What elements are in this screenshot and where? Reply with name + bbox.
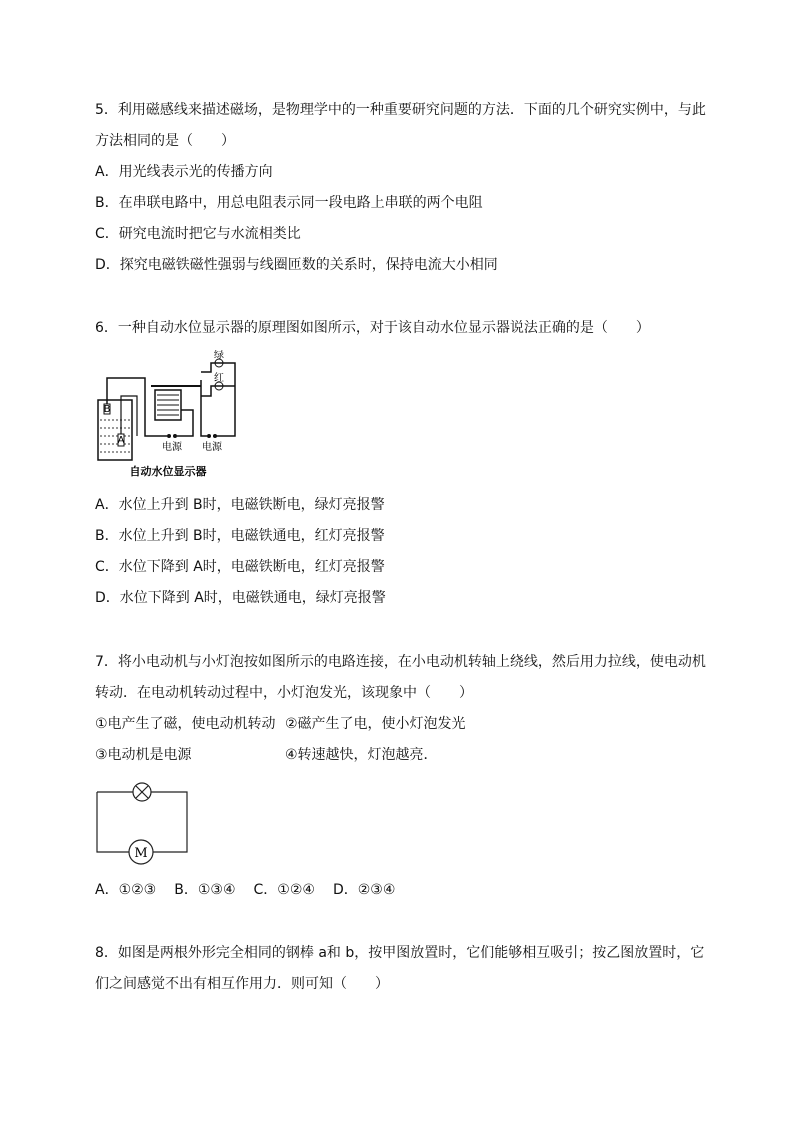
q6-option-d: D．水位下降到 A时，电磁铁通电，绿灯亮报警 bbox=[95, 590, 386, 606]
q5-stem-line2: 方法相同的是（ ） bbox=[95, 133, 235, 149]
question-7 bbox=[95, 647, 705, 771]
water bbox=[100, 420, 130, 452]
q7-stem-line2: 转动．在电动机转动过程中，小灯泡发光，该现象中（ ） bbox=[95, 685, 473, 701]
q8-stem-line2: 们之间感觉不出有相互作用力．则可知（ ） bbox=[95, 976, 389, 992]
q6-option-b: B．水位上升到 B时，电磁铁通电，红灯亮报警 bbox=[95, 528, 385, 544]
wire-a bbox=[121, 396, 137, 436]
figure-caption: 自动水位显示器 bbox=[129, 465, 207, 478]
q5-option-d: D．探究电磁铁磁性强弱与线圈匝数的关系时，保持电流大小相同 bbox=[95, 257, 498, 273]
q6-option-a: A．水位上升到 B时，电磁铁断电，绿灯亮报警 bbox=[95, 497, 385, 513]
motor-lamp-figure bbox=[95, 780, 191, 866]
label-red: 红 bbox=[214, 373, 224, 384]
question-6-options bbox=[95, 490, 705, 614]
water-level-diagram bbox=[95, 350, 241, 485]
motor-label: M bbox=[134, 846, 148, 861]
label-a: A bbox=[117, 435, 125, 446]
motor-lamp-circuit bbox=[95, 780, 191, 866]
label-source1: 电源 bbox=[162, 442, 182, 453]
question-6 bbox=[95, 313, 705, 344]
label-green: 绿 bbox=[214, 350, 224, 361]
question-8 bbox=[95, 938, 705, 1000]
q7-statement-4: ④转速越快，灯泡越亮． bbox=[285, 747, 438, 763]
q5-option-a: A．用光线表示光的传播方向 bbox=[95, 164, 273, 180]
q5-stem-line1: 5．利用磁感线来描述磁场，是物理学中的一种重要研究问题的方法．下面的几个研究实例中，与此 bbox=[95, 102, 706, 118]
q7-option-d: D．②③④ bbox=[332, 882, 396, 898]
q6-stem: 6．一种自动水位显示器的原理图如图所示，对于该自动水位显示器说法正确的是（ ） bbox=[95, 320, 650, 336]
control-wire bbox=[201, 410, 207, 436]
q6-option-c: C．水位下降到 A时，电磁铁断电，红灯亮报警 bbox=[95, 559, 385, 575]
q7-statement-2: ②磁产生了电，使小灯泡发光 bbox=[285, 716, 466, 732]
q7-option-b: B．①③④ bbox=[174, 882, 236, 898]
question-7-options bbox=[95, 875, 705, 906]
q5-option-c: C．研究电流时把它与水流相类比 bbox=[95, 226, 301, 242]
label-source2: 电源 bbox=[202, 442, 222, 453]
lamp-symbol bbox=[133, 783, 151, 801]
q5-option-b: B．在串联电路中，用总电阻表示同一段电路上串联的两个电阻 bbox=[95, 195, 483, 211]
q7-stem-line1: 7．将小电动机与小灯泡按如图所示的电路连接，在小电动机转轴上绕线，然后用力拉线，使电动机 bbox=[95, 654, 706, 670]
question-5 bbox=[95, 95, 705, 281]
q7-statement-3: ③电动机是电源 bbox=[95, 747, 192, 763]
water-level-figure bbox=[95, 350, 241, 485]
q7-option-a: A．①②③ bbox=[95, 882, 157, 898]
q7-option-c: C．①②④ bbox=[253, 882, 315, 898]
label-b: B bbox=[103, 404, 111, 415]
q7-statement-1: ①电产生了磁，使电动机转动 bbox=[95, 716, 276, 732]
q8-stem-line1: 8．如图是两根外形完全相同的钢棒 a和 b，按甲图放置时，它们能够相互吸引；按乙图放置时，它 bbox=[95, 945, 705, 961]
